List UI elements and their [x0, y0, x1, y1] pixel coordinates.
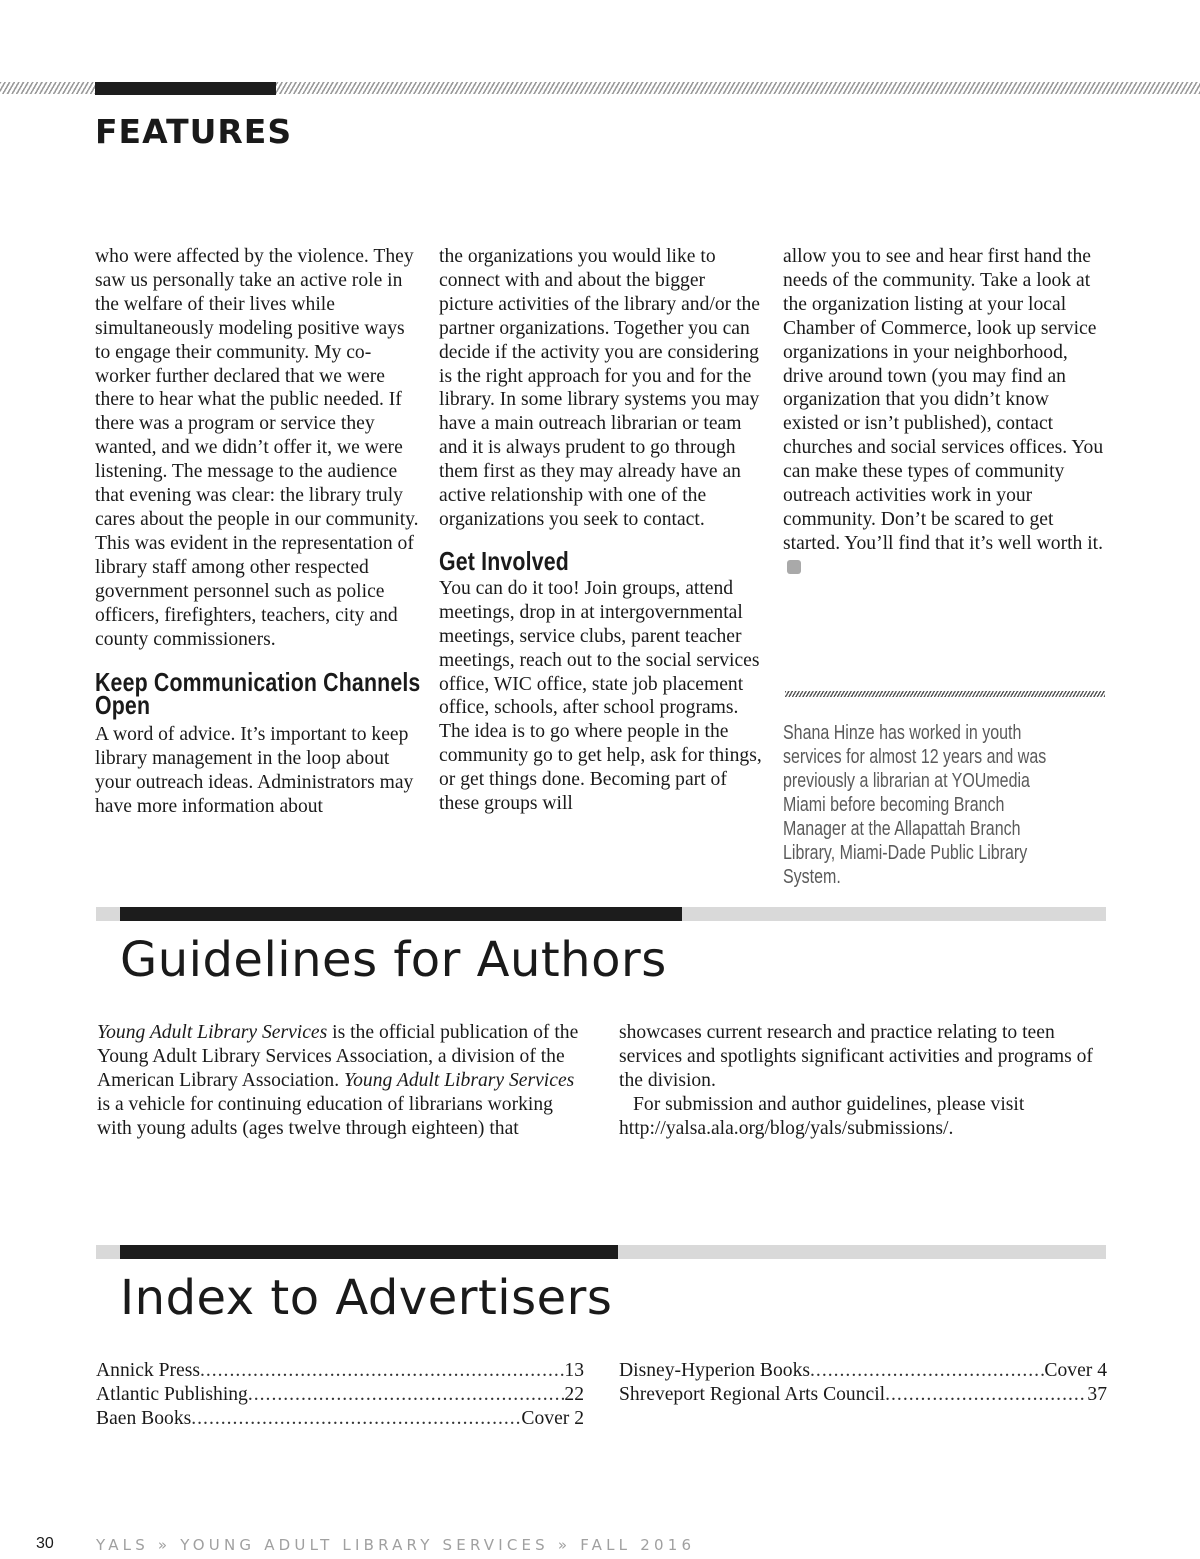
guidelines-text: is a vehicle for continuing education of librarians working with young adults (ages twelve through eighteen) that — [97, 1094, 553, 1139]
advertiser-entry — [619, 1359, 1107, 1383]
advertiser-entry — [96, 1407, 584, 1431]
advertiser-page: 22 — [564, 1384, 584, 1405]
article-column-1 — [95, 245, 420, 819]
guidelines-right-column — [619, 1021, 1106, 1141]
guidelines-paragraph: showcases current research and practice relating to teen services and spotlights significant activities and programs of the division. — [619, 1022, 1093, 1091]
advertisers-band-dark — [120, 1245, 618, 1259]
advertisers-list-right — [619, 1359, 1107, 1407]
advertiser-page: Cover 4 — [1044, 1360, 1107, 1381]
advertiser-name: Atlantic Publishing — [96, 1384, 248, 1405]
leader-dots — [200, 1359, 564, 1383]
article-paragraph: who were affected by the violence. They saw us personally take an active role in the welfare of their lives while simultaneously modeling positive ways to engage their community. My co-worker further declared that we were there to hear what the public needed. If there was a program or service they wanted, and we didn’t offer it, we were listening. The message to the audience that evening was clear: the library truly cares about the people in our community. This was evident in the representation of library staff among other respected government personnel such as police officers, firefighters, teachers, city and county commissioners. — [95, 246, 419, 650]
submission-paragraph: For submission and author guidelines, please visit http://yalsa.ala.org/blog/yals/submissions/. — [619, 1094, 1025, 1139]
article-paragraph: the organizations you would like to connect with and about the bigger picture activities of the library and/or the partner organizations. Together you can decide if the activity you are considering is the right approach for you and for the library. In some library systems you may have a main outreach librarian or team and it is always prudent to go through them first as they may already have an active relationship with one of the organizations you seek to contact. — [439, 246, 761, 530]
guidelines-left-column — [97, 1021, 584, 1141]
publication-name: Young Adult Library Services — [97, 1022, 328, 1043]
publication-name: Young Adult Library Services — [344, 1070, 575, 1091]
advertiser-name: Annick Press — [96, 1360, 200, 1381]
leader-dots — [248, 1383, 565, 1407]
page-number: 30 — [36, 1535, 54, 1552]
advertisers-title: Index to Advertisers — [120, 1270, 613, 1326]
article-paragraph: You can do it too! Join groups, attend meetings, drop in at intergovernmental meetings, service clubs, parent teacher meetings, reach out to the social services office, WIC office, state job placement office, schools, after school programs. The idea is to go where people in the community go to get help, ask for things, or get things done. Becoming part of these groups will — [439, 577, 762, 815]
subheading-keep-communication: Keep Communication Channels Open — [95, 667, 421, 721]
subheading-get-involved: Get Involved — [439, 545, 569, 576]
section-label: FEATURES — [95, 112, 293, 151]
end-of-article-icon — [787, 560, 801, 574]
guidelines-title: Guidelines for Authors — [120, 932, 667, 988]
author-bio: Shana Hinze has worked in youth services for almost 12 years and was previously a librarian at YOUmedia Miami before becoming Branch Manager at the Allapattah Branch Library, Miami-Dade Public Library System. — [783, 722, 1047, 888]
leader-dots — [191, 1407, 521, 1431]
header-accent-bar — [95, 82, 276, 95]
running-footer: YALS » YOUNG ADULT LIBRARY SERVICES » FALL 2016 — [96, 1536, 696, 1554]
advertiser-name: Disney-Hyperion Books — [619, 1360, 811, 1381]
article-column-2 — [439, 245, 764, 816]
advertiser-page: 13 — [564, 1360, 584, 1381]
leader-dots — [810, 1359, 1044, 1383]
guidelines-paragraph — [97, 1021, 584, 1141]
guidelines-band-dark — [120, 907, 682, 921]
article-paragraph: A word of advice. It’s important to keep library management in the loop about your outreach ideas. Administrators may have more information about — [95, 724, 414, 818]
article-paragraph — [783, 245, 1108, 580]
article-column-3 — [783, 245, 1108, 580]
article-closing-text: allow you to see and hear first hand the needs of the community. Take a look at the organization listing at your local Chamber of Commerce, look up service organizations in your neighborhood, drive around town (you may find an organization that you didn’t know existed or isn’t published), contact churches and social services offices. You can make these types of community outreach activities work in your community. Don’t be scared to get started. You’ll find that it’s well worth it. — [783, 246, 1104, 554]
guidelines-text: is the official publication of the Young Adult Library Services Association, a division of the American Library Association. — [97, 1022, 579, 1091]
advertiser-page: Cover 2 — [521, 1408, 584, 1429]
advertiser-name: Baen Books — [96, 1408, 192, 1429]
advertiser-entry — [619, 1383, 1107, 1407]
leader-dots — [885, 1383, 1087, 1407]
advertisers-list-left — [96, 1359, 584, 1431]
advertiser-name: Shreveport Regional Arts Council — [619, 1384, 886, 1405]
advertiser-entry — [96, 1359, 584, 1383]
advertiser-entry — [96, 1383, 584, 1407]
advertiser-page: 37 — [1087, 1384, 1107, 1405]
bio-divider — [785, 691, 1105, 697]
